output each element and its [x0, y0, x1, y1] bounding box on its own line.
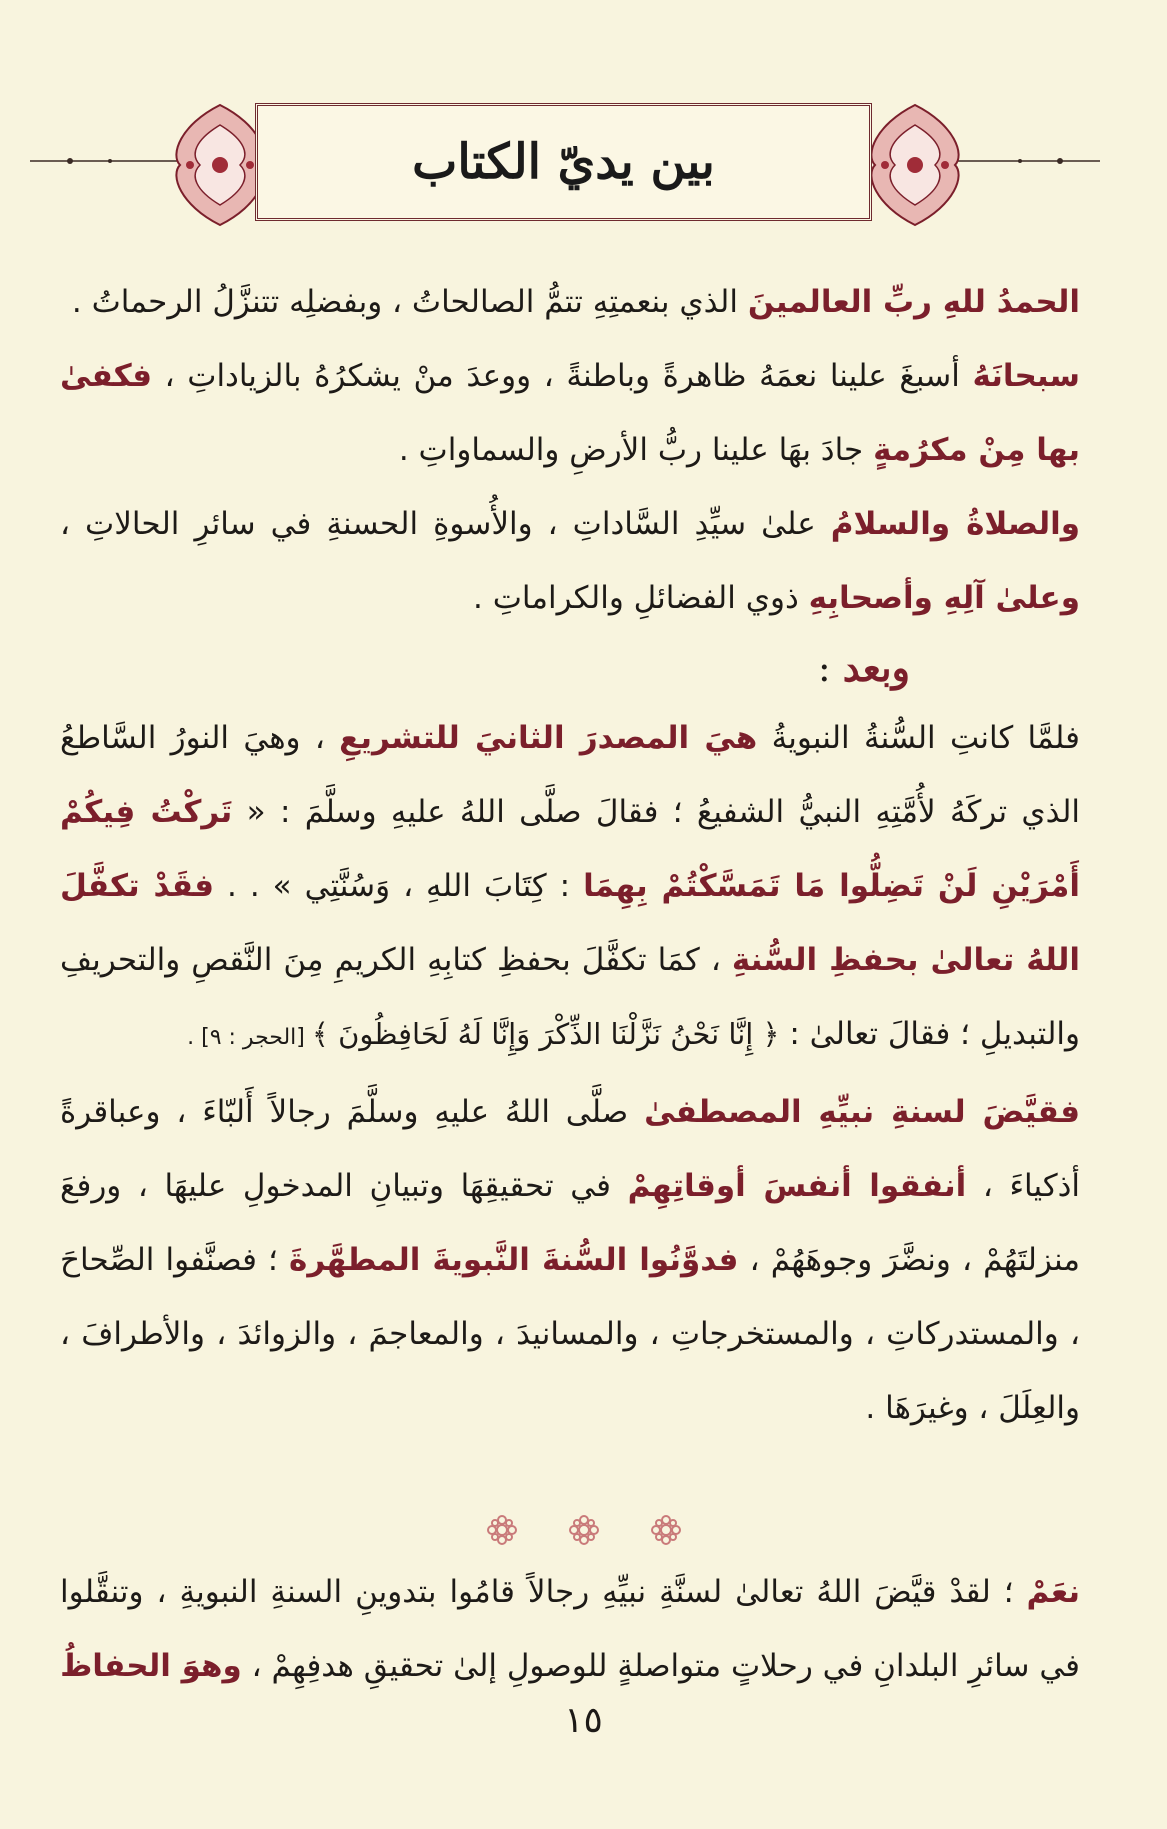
text-run: ، كمَا تكفَّلَ بحفظِ كتابِهِ الكريمِ مِنَ النَّقصِ والتحريفِ والتبديلِ ؛ فقالَ تعالىٰ :	[60, 942, 1080, 1052]
text-run: : كِتَابَ اللهِ ، وَسُنَّتِي » . .	[214, 868, 584, 904]
waba-colon: :	[817, 646, 843, 690]
text-run: علىٰ سيِّدِ السَّاداتِ ، والأُسوةِ الحسنةِ في سائرِ الحالاتِ ،	[60, 506, 831, 542]
highlighted-phrase: الحمدُ للهِ ربِّ العالمينَ	[747, 284, 1080, 320]
waba-word: وبعد	[842, 645, 910, 690]
paragraph	[60, 1555, 1080, 1703]
waba-heading	[60, 635, 1080, 701]
title-frame	[255, 103, 872, 221]
closing-text	[60, 1555, 1080, 1703]
verse-reference: [الحجر : ٩] .	[187, 1025, 312, 1050]
highlighted-phrase: هيَ المصدرَ الثانيَ للتشريعِ	[339, 720, 758, 756]
paragraph	[60, 265, 1080, 339]
highlighted-phrase: فدوَّنُوا السُّنةَ النَّبويةَ المطهَّرةَ	[289, 1242, 739, 1278]
highlighted-phrase: فقَدْ تكفَّلَ اللهُ تعالىٰ بحفظِ السُّنةِ	[60, 868, 1080, 978]
highlighted-phrase: وهوَ الحفاظُ	[60, 1648, 242, 1684]
paragraph	[60, 1075, 1080, 1445]
text-run: جادَ بهَا علينا ربُّ الأرضِ والسماواتِ .	[398, 432, 874, 468]
text-run: ذوي الفضائلِ والكراماتِ .	[473, 580, 809, 616]
highlighted-phrase: وعلىٰ آلِهِ وأصحابِهِ	[808, 580, 1080, 616]
chapter-title: بين يديّ الكتاب	[412, 134, 715, 190]
floral-ornament-right-icon	[855, 95, 975, 235]
highlighted-phrase: تَركْتُ فِيكُمْ أَمْرَيْنِ لَنْ تَضِلُّوا مَا تَمَسَّكْتُمْ بِهِمَا	[60, 794, 1080, 904]
highlighted-phrase: سبحانَهُ	[972, 358, 1080, 394]
text-run: الذي بنعمتِهِ تتمُّ الصالحاتُ ، وبفضلِه تتنزَّلُ الرحماتُ .	[71, 284, 748, 320]
text-run: في تحقيقِهَا وتبيانِ المدخولِ عليهَا ، ورفعَ منزلتَهُمْ ، ونضَّرَ وجوهَهُمْ ،	[60, 1168, 1080, 1278]
text-run: ؛ فصنَّفوا الصِّحاحَ ، والمستدركاتِ ، والمستخرجاتِ ، والمسانيدَ ، والمعاجمَ ، والزوائدَ ، والأطرافَ ، والعِلَلَ ، وغيرَهَا .	[60, 1242, 1080, 1426]
rosette-icon	[485, 1513, 519, 1547]
highlighted-phrase: فقيَّضَ لسنةِ نبيِّهِ المصطفىٰ	[644, 1094, 1080, 1130]
rosette-icon	[567, 1513, 601, 1547]
section-divider	[0, 1510, 1167, 1550]
text-run: فلمَّا كانتِ السُّنةُ النبويةُ	[757, 720, 1080, 756]
paragraph	[60, 487, 1080, 635]
highlighted-phrase: والصلاةُ والسلامُ	[830, 506, 1080, 542]
paragraph	[60, 339, 1080, 487]
text-run: صلَّى اللهُ عليهِ وسلَّمَ رجالاً أَلبّاءَ ، وعباقرةً أذكياءَ ،	[60, 1094, 1081, 1204]
quran-verse: ﴿ إِنَّا نَحْنُ نَزَّلْنَا الذِّكْرَ وَإِنَّا لَهُ لَحَافِظُونَ ﴾	[311, 1017, 780, 1051]
rosette-icon	[649, 1513, 683, 1547]
text-run: ، وهيَ النورُ السَّاطعُ الذي تركَهُ لأُمَّتِهِ النبيُّ الشفيعُ ؛ فقالَ صلَّى اللهُ عليهِ وسلَّمَ : «	[60, 720, 1080, 830]
page-number: ١٥	[564, 1700, 603, 1741]
intro-text	[60, 265, 1080, 1445]
highlighted-phrase: أنفقوا أنفسَ أوقاتِهِمْ	[627, 1168, 967, 1204]
highlighted-phrase: فكفىٰ بها مِنْ مكرُمةٍ	[60, 358, 1080, 468]
text-run: ؛ لقدْ قيَّضَ اللهُ تعالىٰ لسنَّةِ نبيِّهِ رجالاً قامُوا بتدوينِ السنةِ النبويةِ ، وتنقَّلوا في سائرِ البلدانِ في رحلاتٍ متواصلةٍ للوصولِ إلىٰ تحقيقِ هدفِهِمْ ،	[60, 1574, 1080, 1684]
highlighted-phrase: نعَمْ	[1026, 1574, 1080, 1610]
text-run: أسبغَ علينا نعمَهُ ظاهرةً وباطنةً ، ووعدَ منْ يشكرُهُ بالزياداتِ ،	[152, 358, 973, 394]
paragraph	[60, 701, 1080, 1075]
chapter-header	[30, 95, 1100, 235]
